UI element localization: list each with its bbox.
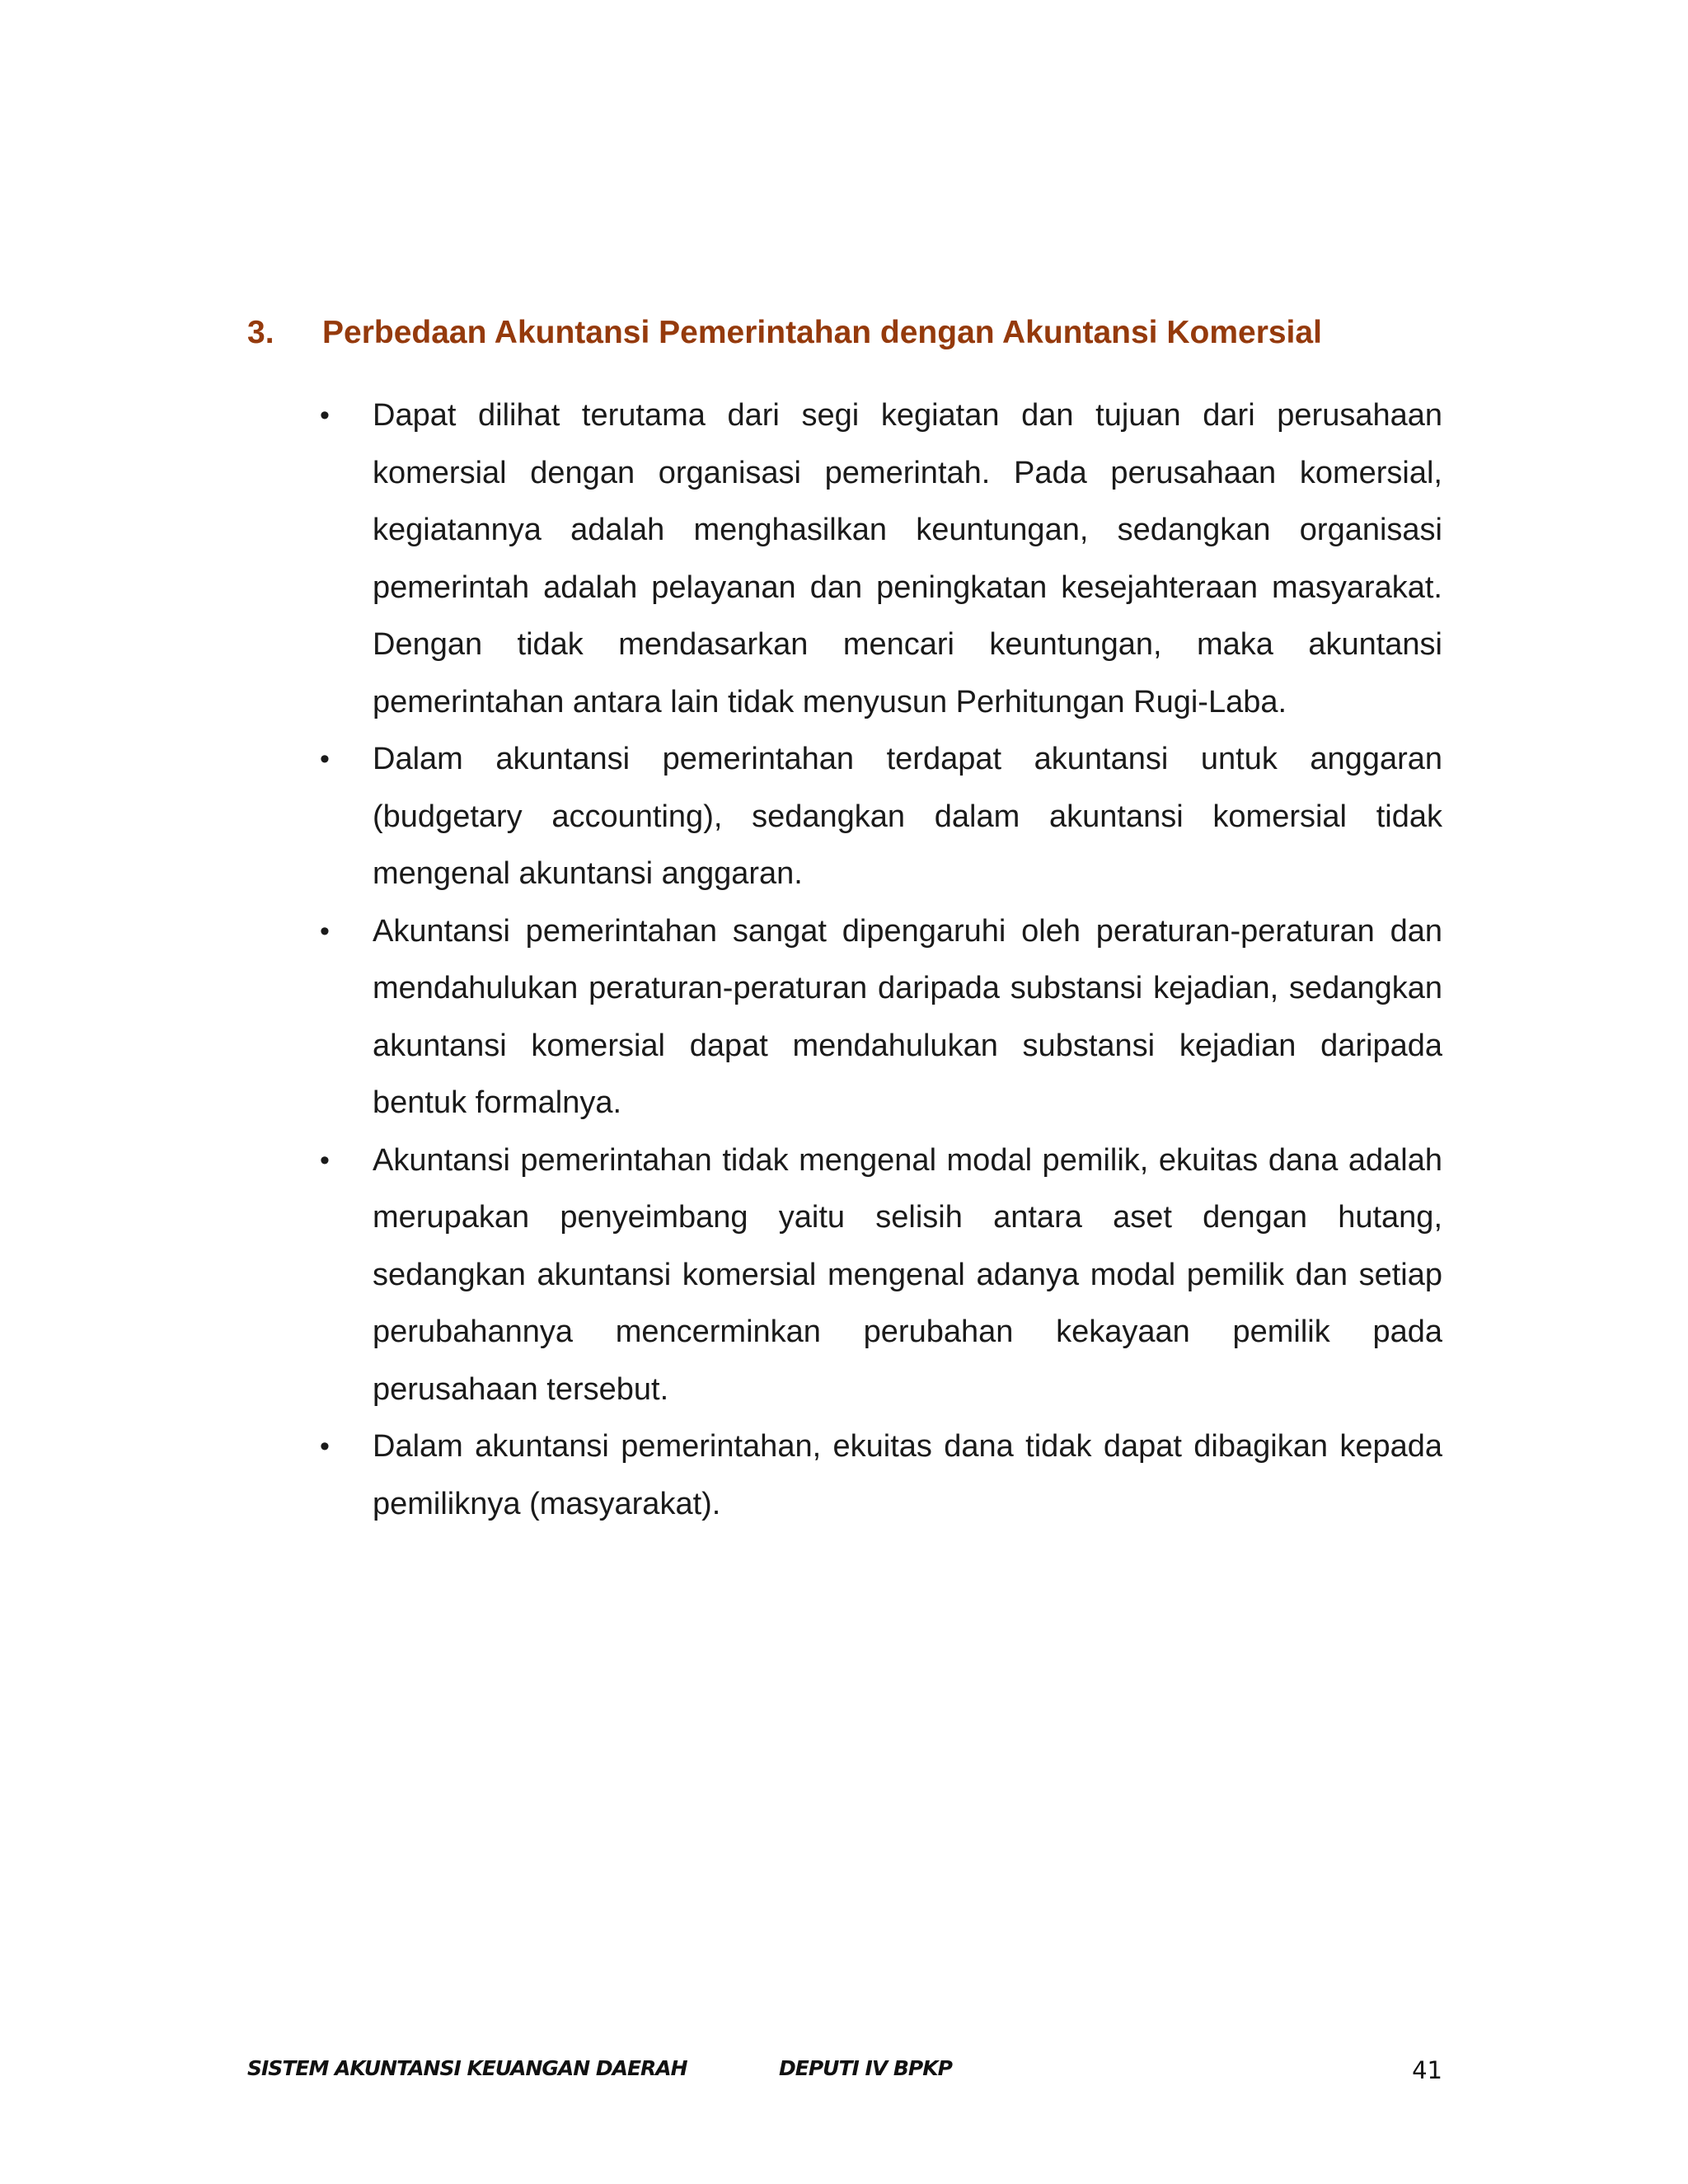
- list-item-text: Akuntansi pemerintahan tidak mengenal modal pemilik, ekuitas dana adalah merupakan penyeimbang yaitu selisih antara aset dengan hutang, sedangkan akuntansi komersial mengenal adanya modal pemilik dan setiap perubahannya mencerminkan perubahan kekayaan pemilik pada perusahaan tersebut.: [373, 1142, 1442, 1407]
- bullet-list: [320, 387, 1442, 1533]
- list-item-text: Akuntansi pemerintahan sangat dipengaruhi oleh peraturan-peraturan dan mendahulukan peraturan-peraturan daripada substansi kejadian, sedangkan akuntansi komersial dapat mendahulukan substansi kejadian daripada bentuk formalnya.: [373, 913, 1442, 1120]
- list-item-text: Dapat dilihat terutama dari segi kegiatan dan tujuan dari perusahaan komersial dengan organisasi pemerintah. Pada perusahaan komersial, kegiatannya adalah menghasilkan keuntungan, sedangkan organisasi pemerintah adalah pelayanan dan peningkatan kesejahteraan masyarakat. Dengan tidak mendasarkan mencari keuntungan, maka akuntansi pemerintahan antara lain tidak menyusun Perhitungan Rugi-Laba.: [373, 398, 1442, 719]
- bullet-icon: •: [320, 1431, 330, 1462]
- bullet-icon: •: [320, 1144, 330, 1176]
- list-item-text: Dalam akuntansi pemerintahan terdapat akuntansi untuk anggaran (budgetary accounting), sedangkan dalam akuntansi komersial tidak mengenal akuntansi anggaran.: [373, 742, 1442, 891]
- section-title: Perbedaan Akuntansi Pemerintahan dengan Akuntansi Komersial: [322, 315, 1322, 350]
- page-footer: [247, 2056, 1442, 2089]
- section-heading: [247, 313, 1442, 353]
- list-item: [320, 903, 1442, 1132]
- bullet-icon: •: [320, 743, 330, 775]
- list-item: [320, 1132, 1442, 1419]
- list-item: [320, 1418, 1442, 1533]
- list-item-text: Dalam akuntansi pemerintahan, ekuitas dana tidak dapat dibagikan kepada pemiliknya (masyarakat).: [373, 1429, 1442, 1521]
- bullet-icon: •: [320, 915, 330, 947]
- list-item: [320, 731, 1442, 903]
- footer-document-title: SISTEM AKUNTANSI KEUANGAN DAERAH: [247, 2056, 687, 2080]
- section-number: 3.: [247, 315, 274, 350]
- footer-publisher: DEPUTI IV BPKP: [779, 2056, 952, 2080]
- page-number: 41: [1412, 2056, 1442, 2084]
- list-item: [320, 387, 1442, 731]
- bullet-icon: •: [320, 400, 330, 431]
